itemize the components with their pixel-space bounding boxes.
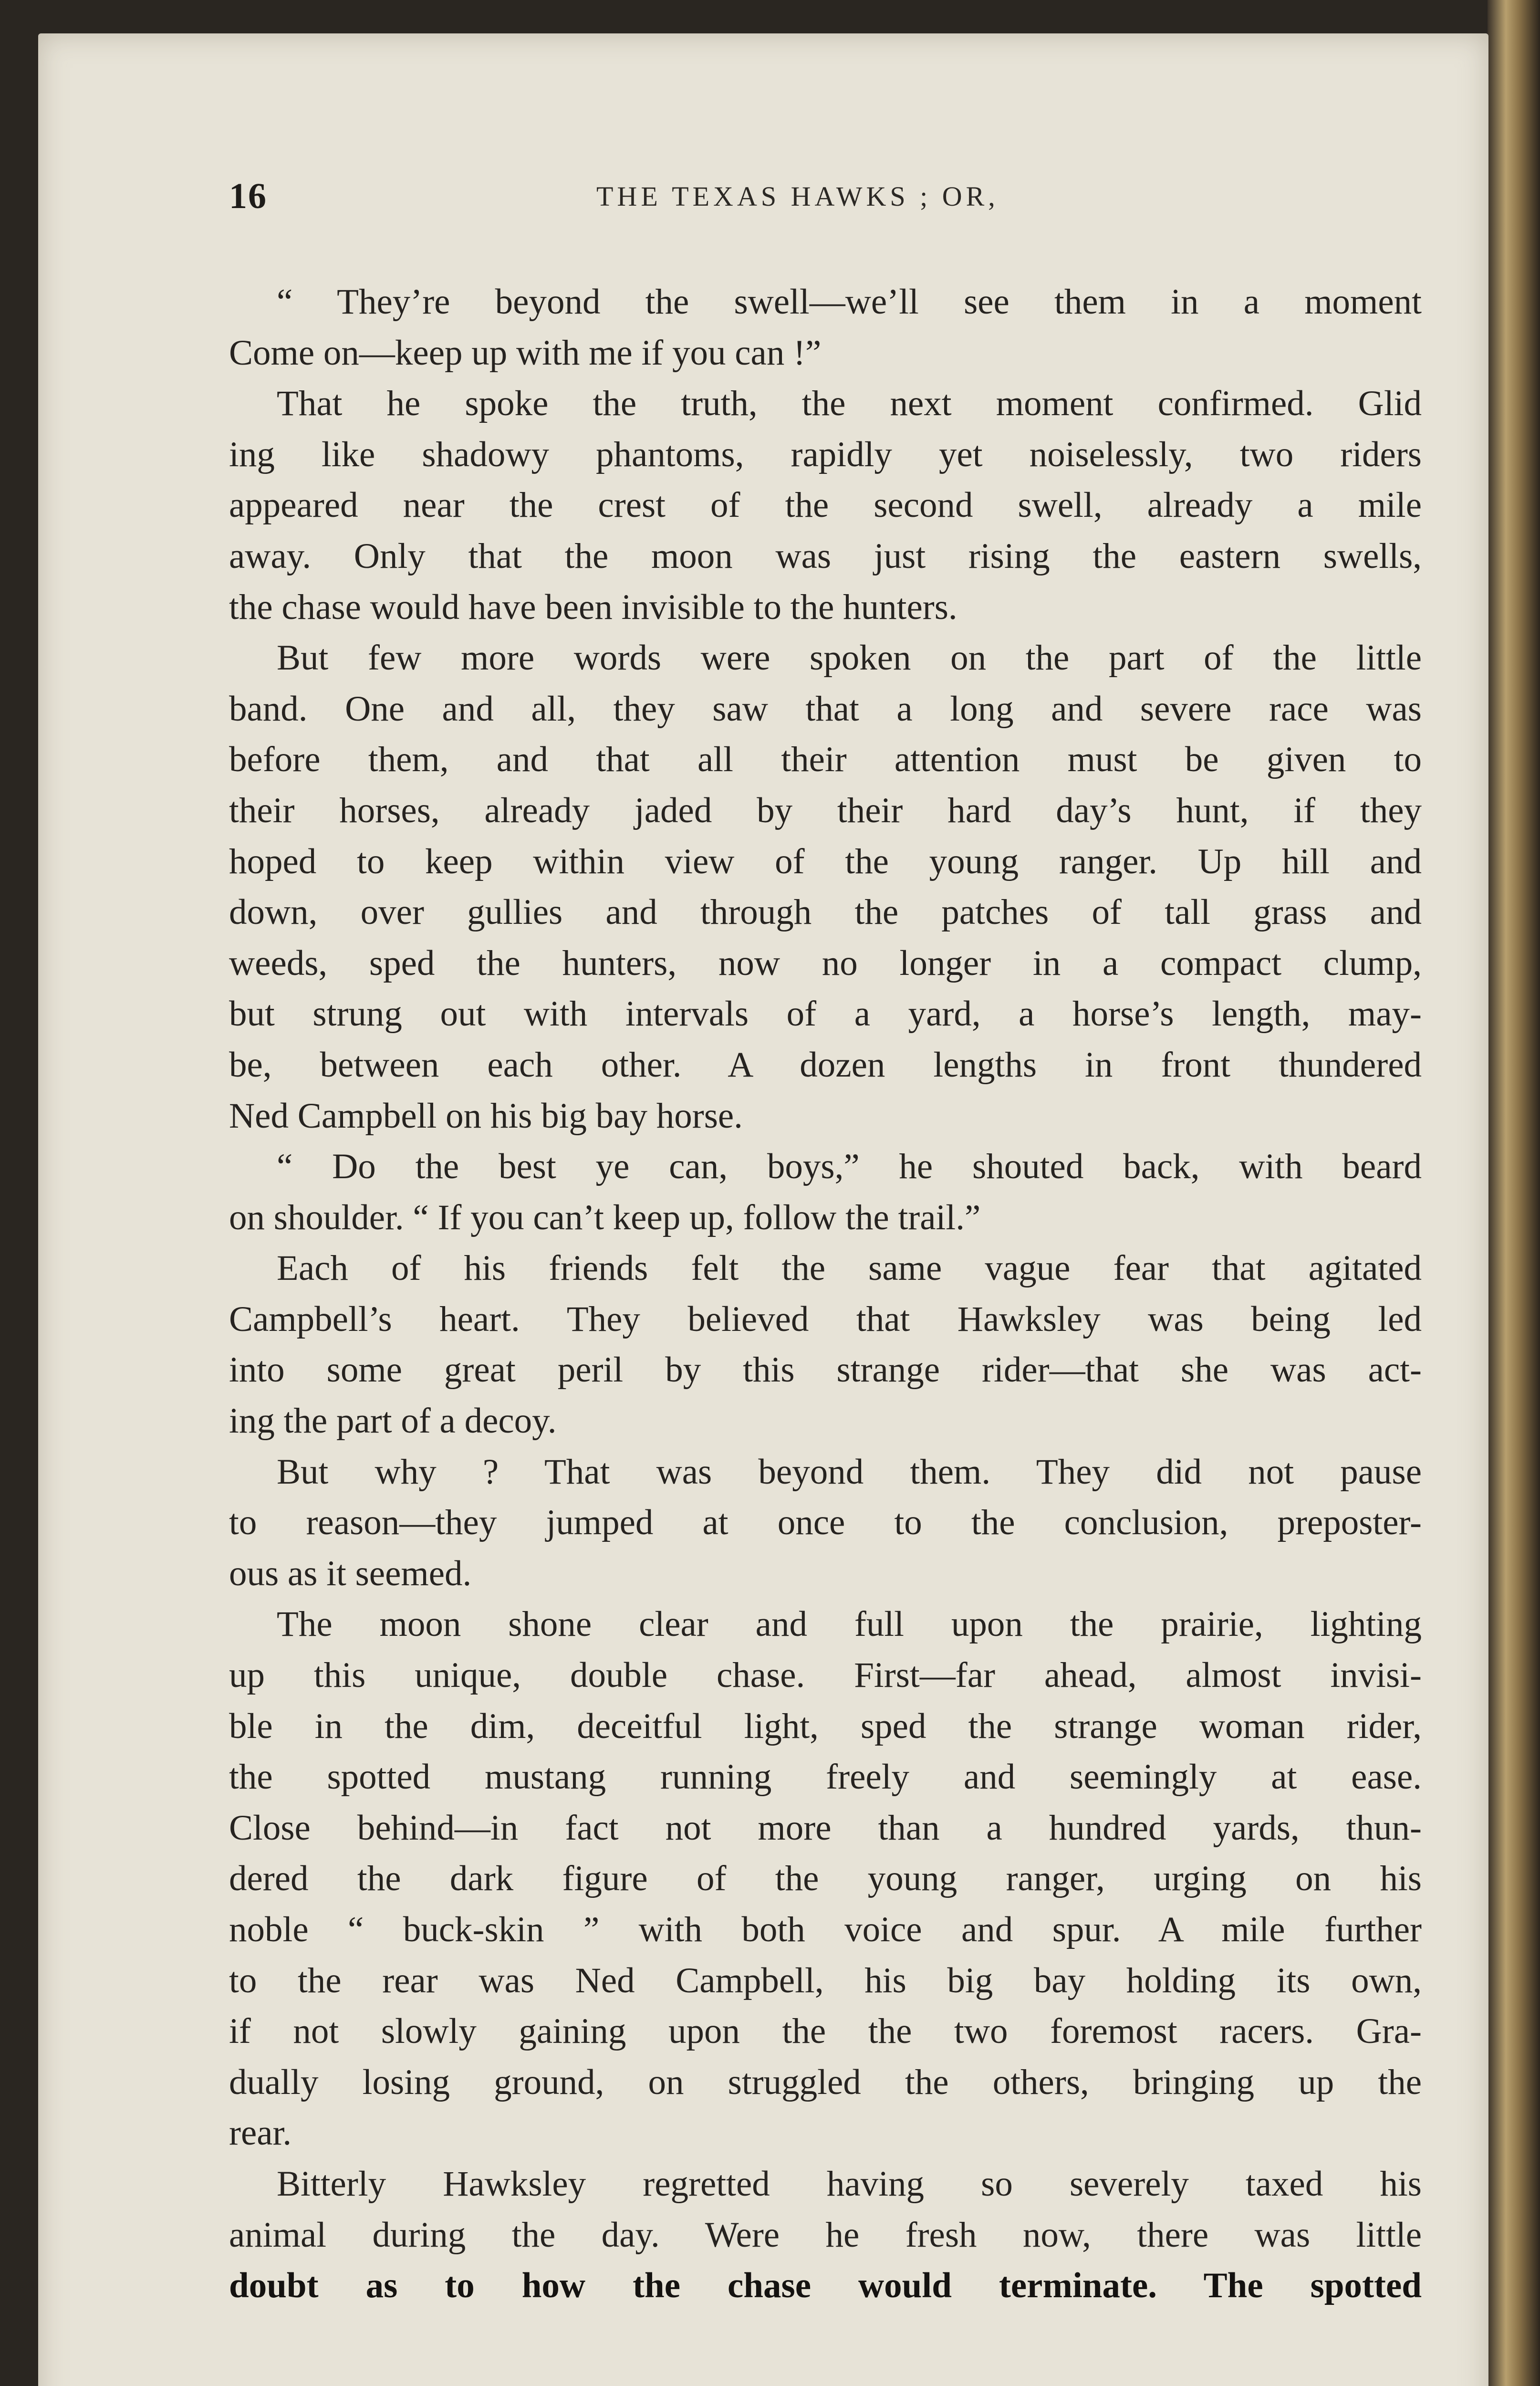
text-line: noble “ buck-skin ” with both voice and spur. A mile further — [229, 1910, 1422, 1949]
text-line: “ They’re beyond the swell—we’ll see them in a moment — [277, 282, 1422, 322]
text-line: dually losing ground, on struggled the others, bringing up the — [229, 2062, 1422, 2102]
text-line: before them, and that all their attention must be given to — [229, 740, 1422, 780]
text-line: ous as it seemed. — [229, 1553, 472, 1593]
text-line: be, between each other. A dozen lengths in front thundered — [229, 1045, 1422, 1085]
text-line: up this unique, double chase. First—far ahead, almost invisi- — [229, 1655, 1422, 1695]
text-line: into some great peril by this strange rider—that she was act- — [229, 1350, 1422, 1390]
text-line: The moon shone clear and full upon the prairie, lighting — [277, 1604, 1422, 1644]
text-line: Campbell’s heart. They believed that Hawksley was being led — [229, 1299, 1422, 1339]
text-line: the chase would have been invisible to the hunters. — [229, 587, 957, 627]
text-line: “ Do the best ye can, boys,” he shouted back, with beard — [277, 1147, 1422, 1187]
page-number: 16 — [229, 176, 267, 216]
text-line: if not slowly gaining upon the the two foremost racers. Gra- — [229, 2011, 1422, 2051]
text-line: But why ? That was beyond them. They did not pause — [277, 1452, 1422, 1492]
text-line: Come on—keep up with me if you can !” — [229, 333, 822, 373]
text-line: appeared near the crest of the second swell, already a mile — [229, 485, 1422, 525]
text-line: ing like shadowy phantoms, rapidly yet noiselessly, two riders — [229, 434, 1422, 474]
text-line: hoped to keep within view of the young ranger. Up hill and — [229, 841, 1422, 881]
text-line: but strung out with intervals of a yard, a horse’s length, may- — [229, 994, 1422, 1034]
text-line: animal during the day. Were he fresh now, there was little — [229, 2215, 1422, 2255]
text-line: their horses, already jaded by their hard day’s hunt, if they — [229, 790, 1422, 830]
text-line: to the rear was Ned Campbell, his big bay holding its own, — [229, 1960, 1422, 2000]
text-line: dered the dark figure of the young ranger, urging on his — [229, 1859, 1422, 1899]
text-line: ble in the dim, deceitful light, sped the strange woman rider, — [229, 1706, 1422, 1746]
text-line: doubt as to how the chase would terminate. The spotted — [229, 2266, 1422, 2306]
text-line: Ned Campbell on his big bay horse. — [229, 1096, 743, 1136]
book-page-edge — [1488, 0, 1540, 2386]
text-line: But few more words were spoken on the part of the little — [277, 638, 1422, 678]
text-line: rear. — [229, 2113, 292, 2153]
text-line: on shoulder. “ If you can’t keep up, follow the trail.” — [229, 1197, 981, 1237]
text-line: Bitterly Hawksley regretted having so severely taxed his — [277, 2164, 1422, 2204]
text-line: Each of his friends felt the same vague fear that agitated — [277, 1248, 1422, 1288]
text-line: band. One and all, they saw that a long and severe race was — [229, 689, 1422, 729]
text-line: weeds, sped the hunters, now no longer in a compact clump, — [229, 943, 1422, 983]
text-line: to reason—they jumped at once to the conclusion, preposter- — [229, 1503, 1422, 1543]
text-line: Close behind—in fact not more than a hundred yards, thun- — [229, 1808, 1422, 1848]
text-line: That he spoke the truth, the next moment confirmed. Glid — [277, 384, 1422, 424]
text-line: the spotted mustang running freely and seemingly at ease. — [229, 1757, 1422, 1797]
text-line: ing the part of a decoy. — [229, 1401, 557, 1441]
page-header — [229, 176, 1426, 223]
text-line: away. Only that the moon was just rising the eastern swells, — [229, 536, 1422, 576]
running-head: THE TEXAS HAWKS ; OR, — [596, 181, 999, 212]
text-line: down, over gullies and through the patches of tall grass and — [229, 892, 1422, 932]
body-text — [229, 277, 1422, 2312]
